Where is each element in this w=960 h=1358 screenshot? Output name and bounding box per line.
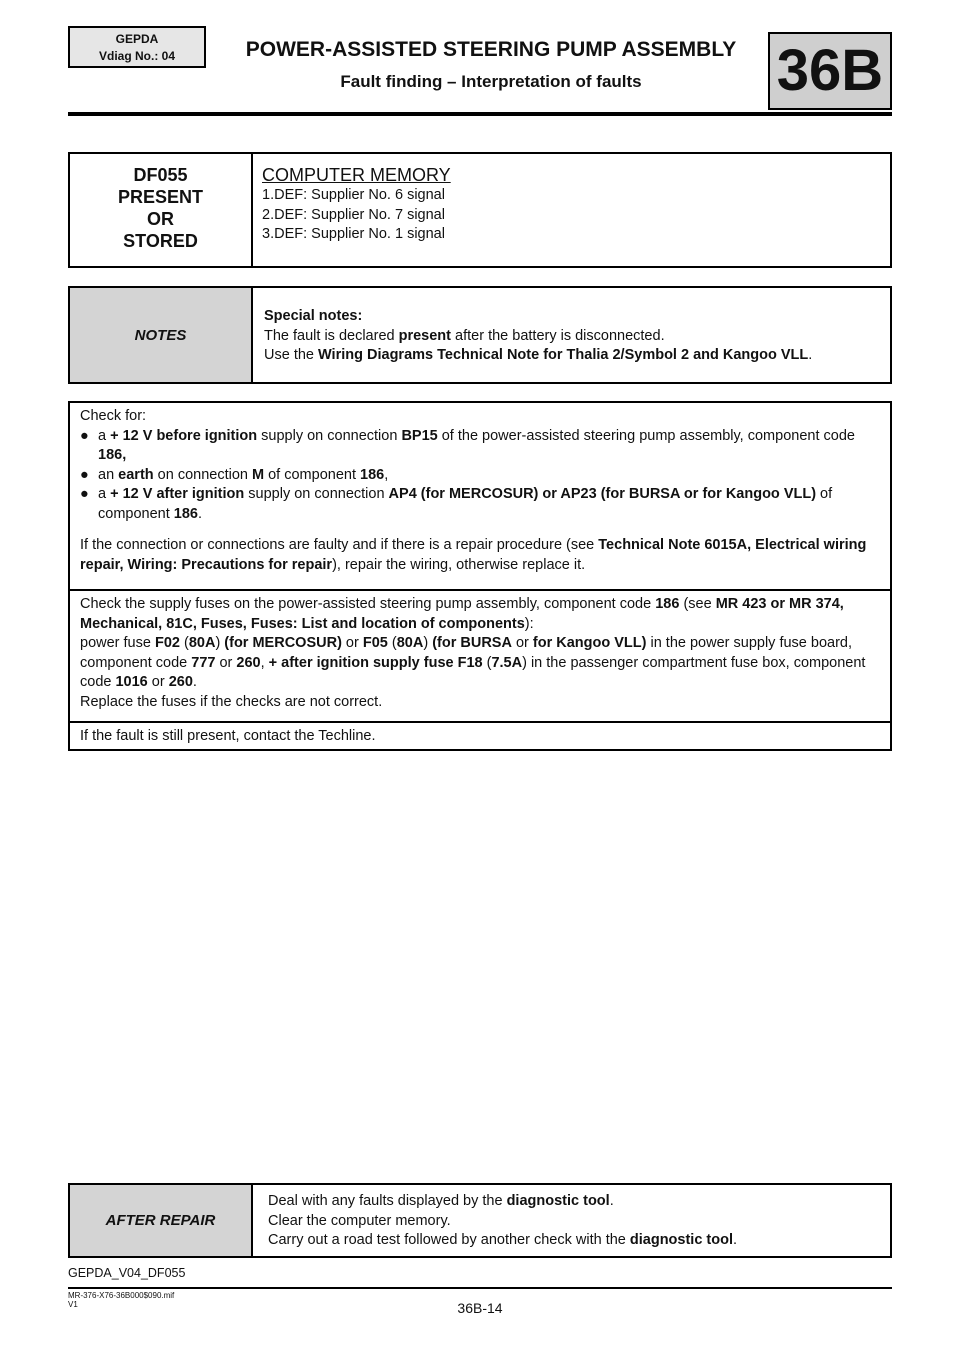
bullet-icon: ● xyxy=(80,466,89,483)
gepda-label: GEPDA xyxy=(115,32,159,46)
fuse-detail: power fuse F02 (80A) (for MERCOSUR) or F05 (80A) (for BURSA or for Kangoo VLL) in the power supply fuse board, component code 777 or 260, + after ignition supply fuse F18 (7.5A) in the passenger compartment fuse box, component code 1016 or 260. xyxy=(80,635,866,690)
notes-line-2: Use the Wiring Diagrams Technical Note for Thalia 2/Symbol 2 and Kangoo VLL. xyxy=(264,347,813,363)
page-title: POWER-ASSISTED STEERING PUMP ASSEMBLY xyxy=(245,38,737,61)
notes-content xyxy=(264,307,812,366)
fault-detail-cell xyxy=(262,164,451,245)
fault-state-2: OR xyxy=(147,209,174,229)
page-subtitle: Fault finding – Interpretation of faults xyxy=(340,72,642,91)
footer-rule xyxy=(68,1287,892,1289)
bullet-icon: ● xyxy=(80,427,89,444)
fuse-replace: Replace the fuses if the checks are not correct. xyxy=(80,693,383,710)
after-line-2: Clear the computer memory. xyxy=(268,1212,451,1229)
after-repair-box xyxy=(68,1183,892,1258)
check-bullet: ● an earth on connection M of component 186, xyxy=(80,466,880,486)
check-bullet: ● a + 12 V after ignition supply on connection AP4 (for MERCOSUR) or AP23 (for BURSA or for Kangoo VLL) of component 186. xyxy=(80,486,833,522)
fault-state-3: STORED xyxy=(123,231,198,251)
section-code: 36B xyxy=(768,32,892,110)
fault-code-cell xyxy=(70,154,253,266)
page-number: 36B-14 xyxy=(457,1300,503,1316)
after-line-1: Deal with any faults displayed by the diagnostic tool. xyxy=(268,1193,614,1209)
repair-paragraph: If the connection or connections are faulty and if there is a repair procedure (see Technical Note 6015A, Electrical wiring repair, Wiring: Precautions for repair), repair the wiring, otherwise replace it. xyxy=(80,537,867,573)
check-intro: Check for: xyxy=(80,408,147,424)
file-info xyxy=(68,1291,174,1309)
bullet-icon: ● xyxy=(80,486,89,502)
gepda-badge xyxy=(68,26,206,68)
techline-section xyxy=(70,721,890,747)
notes-heading: Special notes: xyxy=(264,308,363,324)
check-bullet: ● a + 12 V before ignition supply on connection BP15 of the power-assisted steering pump assembly, component code 186, xyxy=(80,427,855,463)
fault-item: 2.DEF: Supplier No. 7 signal xyxy=(262,206,445,223)
fault-state-1: PRESENT xyxy=(117,187,204,207)
fault-item: 1.DEF: Supplier No. 6 signal xyxy=(262,187,445,203)
notes-line-1: The fault is declared present after the battery is disconnected. xyxy=(264,327,665,344)
check-section xyxy=(70,407,890,575)
fault-heading: COMPUTER MEMORY xyxy=(262,165,451,185)
notes-box xyxy=(68,286,892,384)
file-version: V1 xyxy=(68,1300,78,1309)
fault-code: DF055 xyxy=(133,165,188,185)
document-reference: GEPDA_V04_DF055 xyxy=(68,1266,186,1280)
fuse-paragraph: Check the supply fuses on the power-assisted steering pump assembly, component code 186 (see MR 423 or MR 374, Mechanical, 81C, Fuses, Fuses: List and location of components): xyxy=(80,596,844,632)
file-name: MR-376-X76-36B000$090.mif xyxy=(68,1291,175,1300)
after-repair-content xyxy=(268,1192,737,1251)
vdiag-label: Vdiag No.: 04 xyxy=(98,49,175,63)
after-line-3: Carry out a road test followed by another check with the diagnostic tool. xyxy=(268,1232,738,1248)
check-box xyxy=(68,401,892,751)
fault-box xyxy=(68,152,892,268)
notes-label: NOTES xyxy=(70,288,253,382)
fault-item: 3.DEF: Supplier No. 1 signal xyxy=(262,226,445,242)
fuse-section xyxy=(70,589,890,712)
header-rule xyxy=(68,112,892,116)
after-repair-label: AFTER REPAIR xyxy=(70,1185,253,1256)
techline-text: If the fault is still present, contact the Techline. xyxy=(80,728,376,744)
